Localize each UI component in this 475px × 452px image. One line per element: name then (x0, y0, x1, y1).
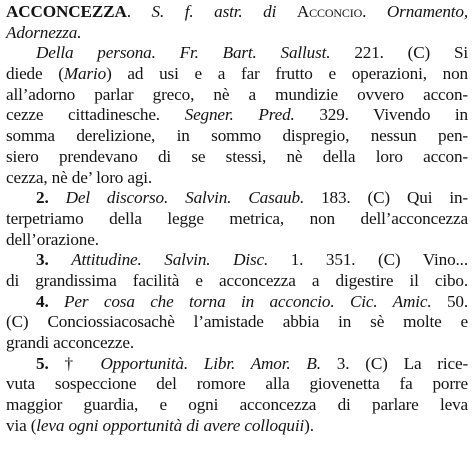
quote-text: Conciossiacosachè l’amistade abbia in sè molte e (47, 312, 468, 332)
citation-mark: (C) (378, 250, 401, 270)
sense-2-line-2: terpetriamo della legge metrica, non dell’acconcezza (6, 208, 468, 228)
citation-number: 183. (321, 188, 351, 208)
sense-4-line-2 (6, 312, 468, 333)
sense-3-line-2: di grandissima facilità e acconcezza a digestire il cibo. (6, 270, 468, 290)
quote-text: Vino... (422, 250, 468, 270)
sense-1-line-3: all’adorno parlar greco, nè a mundizie ovvero accon- (6, 84, 468, 104)
sense-1-line-1 (6, 43, 468, 64)
dagger-mark: † (64, 353, 85, 373)
citation-mark: (C) (6, 312, 29, 332)
sense-number: 4. (36, 291, 49, 311)
citation-number: 50. (446, 291, 468, 311)
definition-text: Ornamento, (386, 2, 468, 21)
source-citation: Fr. Bart. Sallust. (179, 43, 331, 63)
sense-5-line-3: maggior guardia, e ogni acconcezza di parlare leva (6, 395, 468, 415)
citation-number: 3. (336, 353, 350, 373)
dictionary-entry (6, 2, 468, 436)
sense-1-line-5: somma derelizione, in sommo dispregio, nessun pen- (6, 126, 468, 146)
source-citation: Libr. Amor. B. (203, 353, 321, 373)
quote-text: La rice- (403, 353, 468, 373)
sense-3-line-1 (6, 250, 468, 271)
sense-label: Opportunità. (100, 353, 189, 373)
quote-text: Qui in- (407, 188, 468, 208)
citation-mark: (C) (367, 188, 391, 208)
quote-text: via ( (6, 415, 37, 435)
reference-word: Acconcio (296, 2, 363, 21)
sense-number: 2. (36, 188, 49, 208)
sense-1-line-4 (6, 105, 468, 126)
quote-text: cezze cittadinesche. (6, 105, 160, 125)
sense-label: Della persona. (36, 43, 156, 63)
sense-1-line-6: siero prendevano di se stessi, nè della loro accon- (6, 146, 468, 166)
quote-text: 329. Vivendo in (319, 105, 468, 125)
quote-text: ) ad usi e a far frutto e operazioni, non (106, 64, 468, 84)
source-citation: Salvin. Casaub. (185, 188, 305, 208)
sense-label: Per cosa che torna in acconcio. (64, 291, 335, 311)
definition-text: Adornezza. (6, 22, 82, 42)
source-citation: Segner. Pred. (184, 105, 295, 125)
quote-text: Si (453, 43, 468, 63)
sense-2-line-3: dell’orazione. (6, 229, 99, 249)
citation-number: 221. (354, 43, 384, 63)
sense-number: 3. (36, 250, 49, 270)
sense-2-line-1 (6, 188, 468, 209)
grammar-label: S. f. astr. di (151, 2, 277, 21)
sense-5-line-1 (6, 354, 468, 375)
sense-5-line-4 (6, 416, 468, 437)
sense-4-line-1 (6, 292, 468, 313)
quote-text: diede ( (6, 64, 64, 84)
sense-1-line-7: cezza, nè de’ loro agi. (6, 167, 153, 187)
source-citation: Salvin. Disc. (164, 250, 269, 270)
sense-1-line-2 (6, 64, 468, 85)
sense-number: 5. (36, 353, 49, 373)
citation-number: 1. 351. (290, 250, 356, 270)
quote-name: Mario (63, 64, 107, 84)
sense-5-line-2: vuta sospeccione del romore alla giovenetta fa porre (6, 374, 468, 394)
entry-header-line-2 (6, 23, 468, 44)
quote-text: ). (304, 415, 314, 435)
sense-4-line-3: grandi acconcezze. (6, 333, 135, 352)
sense-label: Attitudine. (71, 250, 142, 270)
sense-label: Del discorso. (65, 188, 169, 208)
source-citation: Cic. Amic. (349, 291, 432, 311)
citation-mark: (C) (365, 353, 388, 373)
gloss-text: leva ogni opportunità di avere colloquii (36, 415, 305, 435)
entry-header-line: ACCONCEZZA. S. f. astr. di Acconcio. Ornamento, (6, 2, 468, 21)
citation-mark: (C) (407, 43, 431, 63)
headword: ACCONCEZZA (6, 2, 127, 21)
